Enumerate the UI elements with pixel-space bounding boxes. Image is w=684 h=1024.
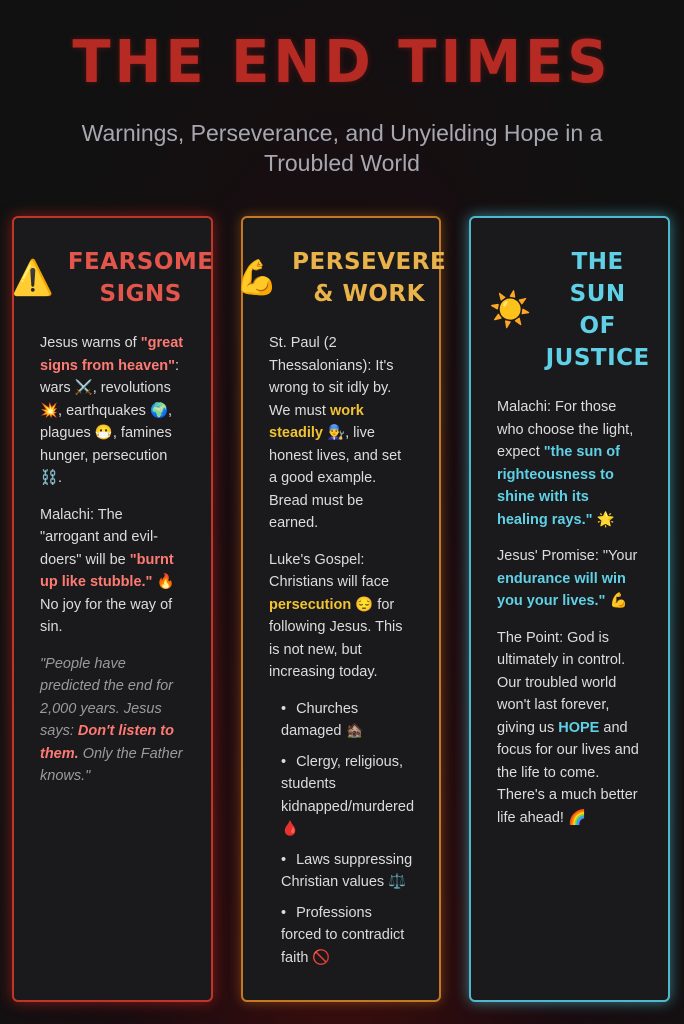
highlight-text: persecution xyxy=(269,596,352,613)
highlight-text: "great signs from heaven" xyxy=(40,335,184,374)
card-paragraph xyxy=(497,545,642,613)
card-title-line: SIGNS xyxy=(99,281,182,307)
text-span: 😔 for following Jesus. This is not new, but increasing today. xyxy=(269,596,403,680)
warning-icon: ⚠️ xyxy=(11,259,54,297)
card-title xyxy=(546,246,650,374)
card-title-line: & WORK xyxy=(313,281,425,307)
highlight-text: HOPE xyxy=(558,719,600,736)
card-paragraph xyxy=(269,549,413,684)
text-span: 🌟 xyxy=(592,511,615,528)
text-span: Only the Father knows." xyxy=(40,745,183,784)
text-span: Jesus' Promise: "Your xyxy=(497,548,638,564)
persecution-list xyxy=(281,698,413,970)
card-header xyxy=(235,246,447,310)
card-paragraph xyxy=(497,627,642,830)
card-paragraph xyxy=(40,332,185,490)
flexed-arm-icon: 💪 xyxy=(235,259,279,297)
card-header xyxy=(489,246,650,374)
page-title: THE END TIMES xyxy=(72,28,612,97)
card-fearsome-signs xyxy=(12,216,213,1002)
bullet-icon: • xyxy=(281,753,287,770)
list-item-text: Clergy, religious, students kidnapped/murdered 🩸 xyxy=(281,753,415,837)
card-paragraph xyxy=(269,332,413,535)
highlight-text: Don't listen to them. xyxy=(40,723,174,762)
text-span: 👨‍🔧, live honest lives, and set a good example. Bread must be earned. xyxy=(269,425,402,531)
highlight-text: "the sun of righteousness to shine with its healing rays." xyxy=(497,444,620,528)
text-span: and focus for our lives and the life to come. There's a much better life ahead! 🌈 xyxy=(497,719,639,826)
text-span: St. Paul (2 Thessalonians): It's wrong to sit idly by. We must xyxy=(269,335,394,419)
page-subtitle: Warnings, Perseverance, and Unyielding Hope in a Troubled World xyxy=(81,120,603,176)
card-title-line: THE SUN xyxy=(569,249,626,307)
list-item xyxy=(281,902,413,970)
card-title xyxy=(292,246,446,310)
card-quote xyxy=(40,653,185,788)
card-title-line: OF xyxy=(579,313,616,339)
text-span: The Point: God is ultimately in control. Our troubled world won't last forever, giving us xyxy=(497,629,626,736)
bullet-icon: • xyxy=(281,851,287,868)
list-item xyxy=(281,849,413,894)
list-item-text: Laws suppressing Christian values ⚖️ xyxy=(281,851,413,890)
bullet-icon: • xyxy=(281,700,287,717)
highlight-text: "burnt up like stubble." xyxy=(40,551,174,590)
card-persevere-work xyxy=(235,216,447,1002)
card-title xyxy=(68,246,214,310)
list-item xyxy=(281,698,413,743)
sun-icon: ☀️ xyxy=(489,291,532,329)
text-span: 🔥 No joy for the way of sin. xyxy=(40,574,175,635)
text-span: : wars ⚔️, revolutions 💥, earthquakes 🌍, plagues 😷, famines hunger, persecution ⛓️. xyxy=(40,357,180,486)
highlight-text: work steadily xyxy=(269,402,364,441)
text-span: Malachi: The "arrogant and evil-doers" will be xyxy=(40,506,158,568)
card-paragraph xyxy=(40,504,185,639)
text-span: "People have predicted the end for 2,000 years. Jesus says: xyxy=(40,655,174,739)
card-title-line: PERSEVERE xyxy=(292,249,447,275)
card-sun-of-justice xyxy=(469,216,670,1002)
list-item-text: Professions forced to contradict faith 🚫 xyxy=(281,904,405,966)
text-span: Jesus warns of xyxy=(40,335,141,351)
card-paragraph xyxy=(497,396,642,531)
highlight-text: endurance will win you your lives." xyxy=(497,570,626,609)
card-title-line: FEARSOME xyxy=(67,249,214,275)
text-span: 💪 xyxy=(605,593,628,609)
text-span: Malachi: For those who choose the light, expect xyxy=(497,399,634,460)
list-item-text: Churches damaged 🏚️ xyxy=(281,700,364,739)
list-item xyxy=(281,751,413,841)
text-span: Luke's Gospel: Christians will face xyxy=(269,551,390,590)
card-title-line: JUSTICE xyxy=(545,345,650,371)
bullet-icon: • xyxy=(281,904,287,921)
card-header xyxy=(11,246,214,310)
